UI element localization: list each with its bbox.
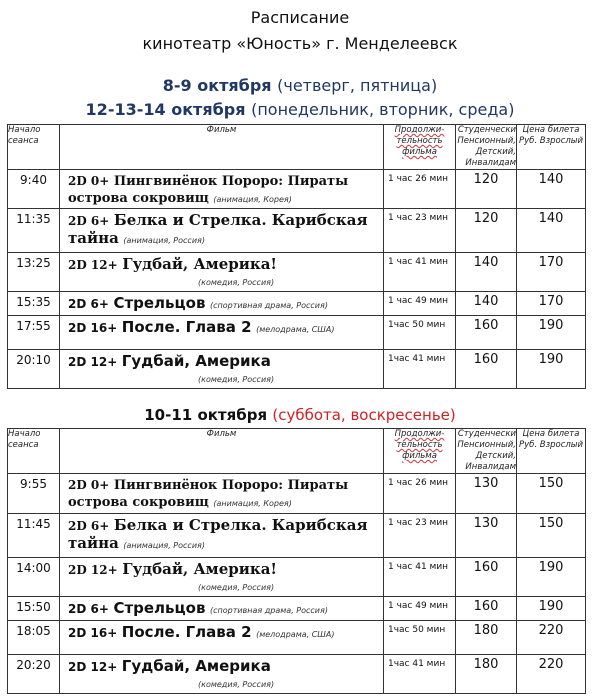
duration-header-label: Продолжи-тельность фильма bbox=[394, 125, 445, 157]
col-duration-header bbox=[384, 429, 456, 474]
film-genre: (комедия, Россия) bbox=[198, 680, 275, 689]
session-time: 15:35 bbox=[8, 292, 60, 316]
dates-main: 12-13-14 октября bbox=[85, 100, 246, 119]
schedule-table-weekend bbox=[7, 428, 586, 694]
film-cell bbox=[60, 621, 384, 655]
table-row bbox=[8, 170, 586, 209]
age-format: 2D 12+ bbox=[68, 563, 118, 577]
col-start-header: Начало сеанса bbox=[8, 429, 60, 474]
table-row bbox=[8, 597, 586, 621]
film-cell bbox=[60, 597, 384, 621]
age-format: 2D 6+ bbox=[68, 602, 109, 616]
header-row bbox=[8, 125, 586, 170]
table-row bbox=[8, 474, 586, 514]
price-reduced: 120 bbox=[456, 170, 517, 209]
film-genre: (комедия, Россия) bbox=[198, 583, 275, 592]
table-row bbox=[8, 350, 586, 389]
film-title: Гудбай, Америка bbox=[121, 352, 271, 370]
session-time: 15:50 bbox=[8, 597, 60, 621]
film-cell bbox=[60, 253, 384, 292]
age-format: 2D 0+ bbox=[68, 174, 110, 188]
film-cell bbox=[60, 514, 384, 558]
duration: 1 час 23 мин bbox=[384, 209, 456, 253]
col-duration-header bbox=[384, 125, 456, 170]
film-genre: (спортивная драма, Россия) bbox=[209, 301, 328, 310]
price-reduced: 140 bbox=[456, 253, 517, 292]
session-time: 14:00 bbox=[8, 558, 60, 597]
price-reduced: 180 bbox=[456, 655, 517, 694]
price-reduced: 120 bbox=[456, 209, 517, 253]
table-row bbox=[8, 621, 586, 655]
table-row bbox=[8, 292, 586, 316]
duration: 1 час 41 мин bbox=[384, 558, 456, 597]
price-adult: 170 bbox=[517, 253, 586, 292]
header-row bbox=[8, 429, 586, 474]
price-adult: 140 bbox=[517, 209, 586, 253]
session-time: 17:55 bbox=[8, 316, 60, 350]
duration: 1час 50 мин bbox=[384, 316, 456, 350]
dates-main: 10-11 октября bbox=[144, 406, 268, 424]
price-reduced: 130 bbox=[456, 514, 517, 558]
price-adult: 220 bbox=[517, 655, 586, 694]
dates-days: (понедельник, вторник, среда) bbox=[251, 100, 515, 119]
price-reduced: 130 bbox=[456, 474, 517, 514]
table-row bbox=[8, 209, 586, 253]
col-adult-header: Цена билета Руб. Взрослый bbox=[517, 429, 586, 474]
film-title: Пингвинёнок Пороро: Пираты острова сокровищ bbox=[68, 174, 349, 206]
age-format: 2D 16+ bbox=[68, 321, 118, 335]
film-genre: (мелодрама, США) bbox=[256, 630, 335, 639]
price-reduced: 160 bbox=[456, 597, 517, 621]
price-reduced: 160 bbox=[456, 316, 517, 350]
age-format: 2D 16+ bbox=[68, 626, 118, 640]
col-film-header: Фильм bbox=[60, 125, 384, 170]
table-row bbox=[8, 253, 586, 292]
film-title: Гудбай, Америка! bbox=[122, 255, 278, 273]
session-time: 20:20 bbox=[8, 655, 60, 694]
film-genre: (комедия, Россия) bbox=[198, 375, 275, 384]
film-cell bbox=[60, 209, 384, 253]
film-title: Гудбай, Америка bbox=[121, 657, 271, 675]
table-row bbox=[8, 558, 586, 597]
film-title: Стрельцов bbox=[113, 599, 206, 617]
price-adult: 190 bbox=[517, 558, 586, 597]
session-time: 11:35 bbox=[8, 209, 60, 253]
col-start-header: Начало сеанса bbox=[8, 125, 60, 170]
film-genre: (мелодрама, США) bbox=[256, 325, 335, 334]
dates-heading-2 bbox=[0, 100, 600, 119]
duration: 1час 41 мин bbox=[384, 655, 456, 694]
film-cell bbox=[60, 558, 384, 597]
dates-days: (суббота, воскресенье) bbox=[272, 406, 456, 424]
table-row bbox=[8, 316, 586, 350]
duration: 1 час 49 мин bbox=[384, 597, 456, 621]
schedule-table-weekday bbox=[7, 124, 586, 389]
film-genre: (анимация, Россия) bbox=[123, 541, 205, 550]
age-format: 2D 6+ bbox=[68, 519, 110, 533]
col-adult-header: Цена билета Руб. Взрослый bbox=[517, 125, 586, 170]
price-reduced: 180 bbox=[456, 621, 517, 655]
session-time: 13:25 bbox=[8, 253, 60, 292]
film-genre: (анимация, Россия) bbox=[123, 236, 205, 245]
film-cell bbox=[60, 350, 384, 389]
duration: 1 час 23 мин bbox=[384, 514, 456, 558]
price-adult: 190 bbox=[517, 350, 586, 389]
dates-heading-1 bbox=[0, 76, 600, 95]
dates-days: (четверг, пятница) bbox=[277, 76, 438, 95]
price-adult: 170 bbox=[517, 292, 586, 316]
age-format: 2D 12+ bbox=[68, 258, 118, 272]
film-title: Стрельцов bbox=[113, 294, 206, 312]
price-reduced: 160 bbox=[456, 350, 517, 389]
price-adult: 150 bbox=[517, 474, 586, 514]
col-reduced-header: Студенчески Пенсионный, Детский, Инвалидам bbox=[457, 429, 516, 472]
duration: 1 час 26 мин bbox=[384, 170, 456, 209]
film-genre: (анимация, Корея) bbox=[213, 499, 292, 508]
duration: 1час 41 мин bbox=[384, 350, 456, 389]
film-genre: (комедия, Россия) bbox=[198, 278, 275, 287]
table-row bbox=[8, 514, 586, 558]
film-genre: (анимация, Корея) bbox=[213, 195, 292, 204]
film-cell bbox=[60, 655, 384, 694]
cinema-name: кинотеатр «Юность» г. Менделеевск bbox=[142, 34, 458, 53]
session-time: 20:10 bbox=[8, 350, 60, 389]
duration: 1 час 49 мин bbox=[384, 292, 456, 316]
price-reduced: 140 bbox=[456, 292, 517, 316]
duration: 1час 50 мин bbox=[384, 621, 456, 655]
price-adult: 190 bbox=[517, 316, 586, 350]
dates-main: 8-9 октября bbox=[162, 76, 272, 95]
film-cell bbox=[60, 292, 384, 316]
duration: 1 час 41 мин bbox=[384, 253, 456, 292]
age-format: 2D 0+ bbox=[68, 478, 110, 492]
age-format: 2D 6+ bbox=[68, 214, 110, 228]
session-time: 18:05 bbox=[8, 621, 60, 655]
film-cell bbox=[60, 474, 384, 514]
film-title: После. Глава 2 bbox=[121, 318, 252, 336]
col-film-header: Фильм bbox=[60, 429, 384, 474]
age-format: 2D 12+ bbox=[68, 355, 118, 369]
film-title: Гудбай, Америка! bbox=[122, 560, 278, 578]
film-title: После. Глава 2 bbox=[121, 623, 252, 641]
film-cell bbox=[60, 316, 384, 350]
duration-header-label: Продолжи-тельность фильма bbox=[394, 429, 445, 461]
session-time: 11:45 bbox=[8, 514, 60, 558]
age-format: 2D 6+ bbox=[68, 297, 109, 311]
dates-heading-weekend bbox=[0, 406, 600, 424]
session-time: 9:40 bbox=[8, 170, 60, 209]
film-title: Белка и Стрелка. Карибская тайна bbox=[68, 516, 368, 552]
price-reduced: 160 bbox=[456, 558, 517, 597]
film-title: Пингвинёнок Пороро: Пираты острова сокровищ bbox=[68, 478, 349, 510]
price-adult: 150 bbox=[517, 514, 586, 558]
age-format: 2D 12+ bbox=[68, 660, 118, 674]
price-adult: 140 bbox=[517, 170, 586, 209]
film-cell bbox=[60, 170, 384, 209]
page-title: Расписание bbox=[250, 8, 350, 27]
col-reduced-header: Студенчески Пенсионный, Детский, Инвалидам bbox=[457, 125, 516, 168]
table-row bbox=[8, 655, 586, 694]
price-adult: 220 bbox=[517, 621, 586, 655]
film-title: Белка и Стрелка. Карибская тайна bbox=[68, 211, 368, 247]
price-adult: 190 bbox=[517, 597, 586, 621]
session-time: 9:55 bbox=[8, 474, 60, 514]
film-genre: (спортивная драма, Россия) bbox=[209, 606, 328, 615]
duration: 1 час 26 мин bbox=[384, 474, 456, 514]
